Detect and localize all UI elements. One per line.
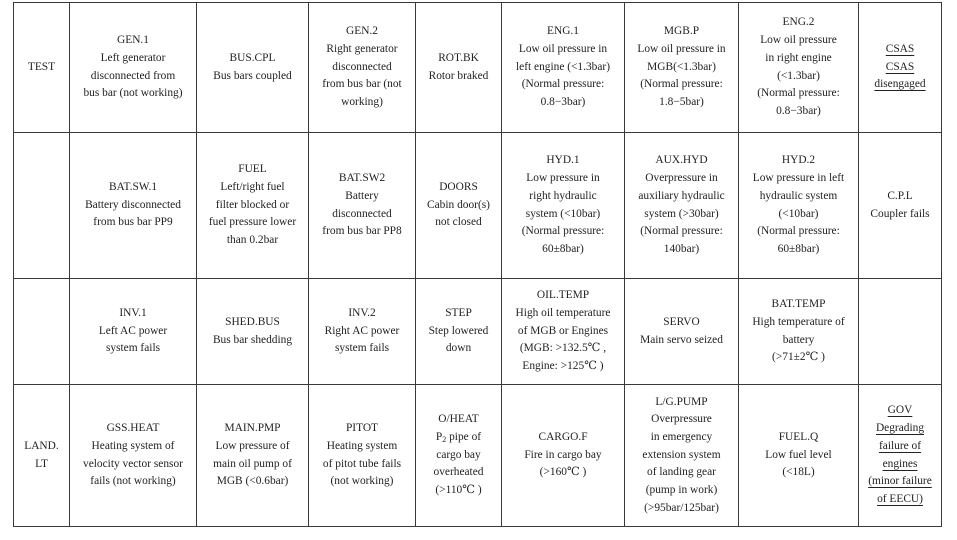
warning-panel-sheet (13, 2, 941, 526)
table-cell (859, 133, 942, 279)
cell-description: Battery disconnected from bus bar PP9 (85, 198, 181, 229)
table-cell (625, 3, 739, 133)
cell-code: INV.1 (119, 306, 147, 319)
row-label (14, 133, 70, 279)
cell-description: Low oil pressure in left engine (<1.3bar) (Normal pressure: 0.8−3bar) (515, 42, 611, 108)
cell-code: MGB.P (663, 25, 700, 38)
cell-description: Low fuel level (<18L) (765, 448, 832, 479)
table-cell (197, 133, 309, 279)
table-cell (70, 133, 197, 279)
cell-description: Low pressure in right hydraulic system (<10bar) (Normal pressure: 60±8bar) (521, 172, 605, 255)
cell-description: Left AC power system fails (98, 324, 168, 355)
cell-code: DOORS (439, 180, 478, 193)
cell-code: AUX.HYD (655, 154, 708, 167)
table-cell (859, 385, 942, 527)
cell-code: C.P.L (887, 189, 913, 202)
table-cell (859, 3, 942, 133)
cell-description: High oil temperature of MGB or Engines (MGB: >132.5℃ , Engine: >125℃ ) (515, 306, 611, 372)
table-row (14, 133, 942, 279)
caution-warning-table (13, 2, 942, 527)
cell-description: Battery disconnected from bus bar PP8 (322, 189, 402, 238)
cell-code: BAT.SW2 (338, 172, 386, 185)
cell-code: STEP (445, 306, 472, 319)
cell-description: Left generator disconnected from bus bar (not working) (83, 51, 183, 100)
table-row (14, 3, 942, 133)
cell-description: Low oil pressure in MGB(<1.3bar) (Normal pressure: 1.8−5bar) (637, 42, 726, 108)
cell-description: Overpressure in auxiliary hydraulic system (>30bar) (Normal pressure: 140bar) (638, 172, 725, 255)
cell-code: HYD.1 (546, 154, 580, 167)
table-cell (625, 133, 739, 279)
cell-code: BAT.SW.1 (108, 180, 158, 193)
cell-description: Fire in cargo bay (>160℃ ) (524, 448, 602, 479)
cell-description: Heating system of pitot tube fails (not working) (322, 439, 402, 488)
cell-code: ENG.1 (547, 25, 579, 38)
cell-code: MAIN.PMP (224, 422, 281, 435)
cell-code: FUEL (238, 163, 267, 176)
cell-code: L/G.PUMP (655, 395, 708, 408)
cell-code: ENG.2 (782, 16, 815, 29)
table-cell (739, 133, 859, 279)
cell-description: Low pressure of main oil pump of MGB (<0.6bar) (213, 439, 292, 488)
cell-description: Right AC power system fails (324, 324, 400, 355)
cell-description: Heating system of velocity vector sensor fails (not working) (83, 439, 183, 488)
table-cell (739, 385, 859, 527)
cell-description: $P_2$ pipe of cargo bay overheated (>110℃ ) (433, 430, 484, 496)
table-row (14, 279, 942, 385)
cell-code: O/HEAT (438, 413, 479, 426)
cell-description: Low pressure in left hydraulic system (<10bar) (Normal pressure: 60±8bar) (752, 172, 845, 255)
cell-code: FUEL.Q (778, 430, 819, 443)
cell-description: High temperature of battery (>71±2℃ ) (752, 315, 845, 364)
table-cell (70, 3, 197, 133)
cell-code: GEN.1 (117, 34, 149, 47)
cell-description: Right generator disconnected from bus bar (not working) (322, 42, 402, 108)
table-cell (309, 133, 416, 279)
table-cell (416, 3, 502, 133)
row-label (14, 279, 70, 385)
table-cell (502, 133, 625, 279)
table-cell (309, 385, 416, 527)
table-cell (416, 133, 502, 279)
cell-description: Low oil pressure in right engine (<1.3bar) (Normal pressure: 0.8−3bar) (757, 34, 840, 117)
cell-description: Rotor braked (428, 69, 489, 82)
table-cell (625, 385, 739, 527)
table-cell (309, 279, 416, 385)
cell-description: Overpressure in emergency extension system of landing gear (pump in work) (>95bar/125bar) (642, 413, 721, 514)
table-cell (502, 385, 625, 527)
table-cell (625, 279, 739, 385)
cell-description: Left/right fuel filter blocked or fuel pressure lower than 0.2bar (208, 180, 297, 246)
cell-code: PITOT (345, 422, 379, 435)
cell-code: CSAS (885, 42, 915, 55)
cell-description: Bus bars coupled (213, 69, 292, 82)
row-label: LAND. LT (14, 385, 70, 527)
table-cell (70, 279, 197, 385)
cell-description: Step lowered down (428, 324, 489, 355)
cell-code: SERVO (663, 315, 700, 328)
table-cell (502, 279, 625, 385)
table-cell (502, 3, 625, 133)
table-cell (416, 279, 502, 385)
cell-description: Bus bar shedding (212, 333, 293, 346)
table-cell (739, 3, 859, 133)
cell-code: GSS.HEAT (106, 422, 160, 435)
cell-description: Coupler fails (870, 207, 930, 220)
table-cell (416, 385, 502, 527)
cell-code: INV.2 (348, 306, 376, 319)
table-row (14, 385, 942, 527)
table-cell (197, 279, 309, 385)
table-cell (309, 3, 416, 133)
cell-code: GEN.2 (346, 25, 378, 38)
table-cell (859, 279, 942, 385)
cell-code: GOV (887, 404, 913, 417)
row-label: TEST (14, 3, 70, 133)
cell-description: Degrading failure of engines (minor failure of EECU) (868, 422, 932, 505)
cell-description: CSAS disengaged (874, 60, 926, 91)
table-cell (739, 279, 859, 385)
cell-code: CARGO.F (538, 430, 588, 443)
table-cell (197, 385, 309, 527)
cell-description: Main servo seized (640, 333, 723, 346)
cell-code: BUS.CPL (229, 51, 276, 64)
cell-code: ROT.BK (438, 51, 479, 64)
cell-code: OIL.TEMP (536, 289, 590, 302)
cell-code: HYD.2 (781, 154, 816, 167)
cell-code: BAT.TEMP (771, 298, 826, 311)
cell-description: Cabin door(s) not closed (427, 198, 490, 229)
cell-code: SHED.BUS (225, 315, 280, 328)
table-cell (70, 385, 197, 527)
table-cell (197, 3, 309, 133)
